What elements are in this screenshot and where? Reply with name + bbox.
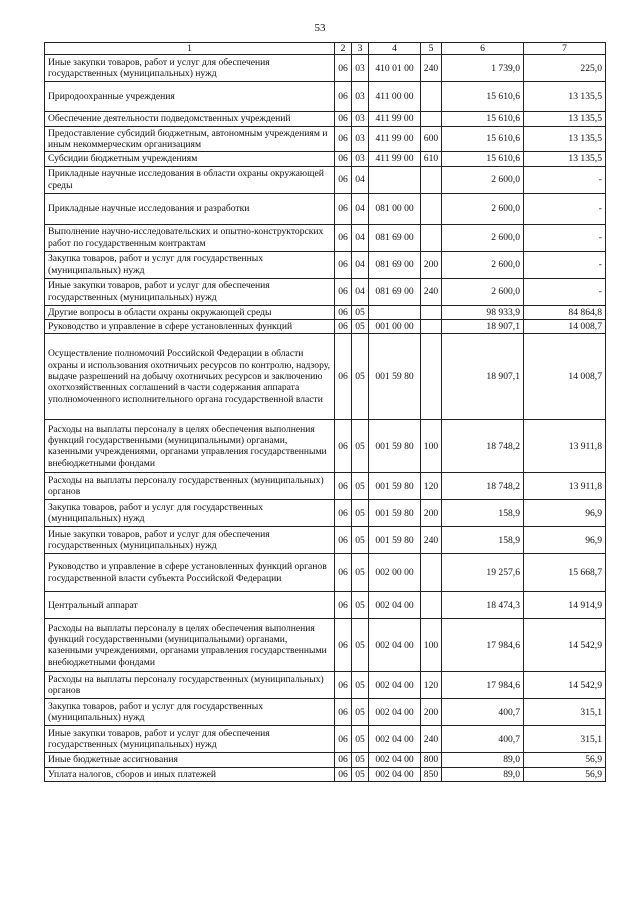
row-amount-1: 158,9 [442,527,524,554]
column-header: 6 [442,43,524,55]
table-row [45,126,606,152]
row-subsection: 05 [352,319,369,333]
row-amount-2: - [524,251,606,278]
row-expense-type [421,319,442,333]
row-expense-type [421,592,442,619]
header-row [45,43,606,55]
row-name: Расходы на выплаты персоналу в целях обеспечения выполнения функций государственными (муниципальными) органами, казенными учреждениями, органами управления государственными внебюджетными фондами [45,420,335,473]
row-target-code: 410 01 00 [369,55,421,82]
row-subsection: 04 [352,166,369,193]
table-row [45,305,606,319]
row-subsection: 05 [352,554,369,592]
table-row [45,473,606,500]
row-name: Выполнение научно-исследовательских и опытно-конструкторских работ по государственным контрактам [45,224,335,251]
row-subsection: 04 [352,251,369,278]
row-name: Центральный аппарат [45,592,335,619]
row-name: Иные закупки товаров, работ и услуг для обеспечения государственных (муниципальных) нужд [45,55,335,82]
row-subsection: 03 [352,126,369,152]
row-amount-1: 2 600,0 [442,193,524,224]
row-expense-type: 200 [421,699,442,726]
table-row [45,592,606,619]
row-expense-type: 240 [421,726,442,753]
row-target-code: 001 59 80 [369,473,421,500]
row-amount-2: - [524,166,606,193]
row-amount-1: 1 739,0 [442,55,524,82]
row-section: 06 [335,527,352,554]
row-amount-2: 14 542,9 [524,672,606,699]
row-subsection: 05 [352,305,369,319]
row-amount-2: 13 911,8 [524,473,606,500]
row-section: 06 [335,55,352,82]
row-section: 06 [335,152,352,166]
row-section: 06 [335,672,352,699]
row-subsection: 05 [352,527,369,554]
row-target-code: 001 59 80 [369,500,421,527]
row-subsection: 04 [352,193,369,224]
table-row [45,251,606,278]
row-section: 06 [335,473,352,500]
row-subsection: 05 [352,753,369,767]
row-section: 06 [335,126,352,152]
row-target-code: 002 04 00 [369,592,421,619]
row-amount-2: 13 135,5 [524,112,606,126]
table-row [45,420,606,473]
row-amount-2: 315,1 [524,699,606,726]
row-amount-2: 96,9 [524,527,606,554]
row-section: 06 [335,82,352,112]
table-row [45,112,606,126]
row-expense-type [421,82,442,112]
row-amount-1: 2 600,0 [442,166,524,193]
row-section: 06 [335,319,352,333]
row-target-code: 002 04 00 [369,672,421,699]
row-name: Прикладные научные исследования в области охраны окружающей среды [45,166,335,193]
row-section: 06 [335,166,352,193]
row-amount-1: 19 257,6 [442,554,524,592]
row-name: Другие вопросы в области охраны окружающей среды [45,305,335,319]
row-name: Иные бюджетные ассигнования [45,753,335,767]
row-amount-2: 13 135,5 [524,82,606,112]
row-name: Расходы на выплаты персоналу государственных (муниципальных) органов [45,473,335,500]
table-row [45,672,606,699]
row-subsection: 03 [352,112,369,126]
row-target-code: 411 00 00 [369,82,421,112]
row-name: Уплата налогов, сборов и иных платежей [45,767,335,781]
row-amount-1: 89,0 [442,753,524,767]
row-amount-1: 18 748,2 [442,420,524,473]
row-expense-type: 800 [421,753,442,767]
row-expense-type: 120 [421,672,442,699]
row-name: Руководство и управление в сфере установленных функций органов государственной власти субъекта Российской Федерации [45,554,335,592]
row-target-code: 081 69 00 [369,224,421,251]
budget-table [44,42,606,782]
row-subsection: 05 [352,672,369,699]
row-expense-type [421,334,442,420]
row-amount-2: 13 911,8 [524,420,606,473]
row-amount-1: 18 907,1 [442,319,524,333]
row-amount-1: 98 933,9 [442,305,524,319]
table-row [45,554,606,592]
row-expense-type [421,224,442,251]
row-target-code: 002 04 00 [369,767,421,781]
row-name: Предоставление субсидий бюджетным, автономным учреждениям и иным некоммерческим организациям [45,126,335,152]
row-amount-2: 14 008,7 [524,334,606,420]
table-row [45,224,606,251]
column-header: 3 [352,43,369,55]
row-amount-2: - [524,278,606,305]
row-target-code: 001 00 00 [369,319,421,333]
row-name: Иные закупки товаров, работ и услуг для обеспечения государственных (муниципальных) нужд [45,726,335,753]
row-section: 06 [335,334,352,420]
row-subsection: 04 [352,278,369,305]
row-name: Природоохранные учреждения [45,82,335,112]
row-expense-type: 600 [421,126,442,152]
row-section: 06 [335,305,352,319]
row-amount-1: 18 907,1 [442,334,524,420]
row-amount-2: - [524,193,606,224]
row-amount-1: 15 610,6 [442,112,524,126]
row-amount-2: 56,9 [524,753,606,767]
row-target-code: 002 04 00 [369,699,421,726]
row-subsection: 03 [352,152,369,166]
row-target-code: 002 04 00 [369,619,421,672]
page-number: 53 [314,22,326,34]
row-amount-1: 18 474,3 [442,592,524,619]
row-name: Осуществление полномочий Российской Федерации в области охраны и использования охотничьих ресурсов по контролю, надзору, выдаче разрешений на добычу охотничьих ресурсов и заключению охотхозяйственных соглашений в части содержания аппарата уполномоченного исполнительного органа государственной власти [45,334,335,420]
column-header: 2 [335,43,352,55]
row-section: 06 [335,726,352,753]
row-amount-2: 14 542,9 [524,619,606,672]
row-subsection: 03 [352,82,369,112]
row-target-code: 001 59 80 [369,334,421,420]
row-target-code [369,305,421,319]
table-row [45,753,606,767]
row-amount-2: - [524,224,606,251]
row-name: Закупка товаров, работ и услуг для государственных (муниципальных) нужд [45,699,335,726]
row-target-code: 002 04 00 [369,753,421,767]
row-subsection: 03 [352,55,369,82]
row-target-code: 081 00 00 [369,193,421,224]
table-row [45,55,606,82]
row-target-code: 081 69 00 [369,278,421,305]
row-subsection: 05 [352,699,369,726]
table-row [45,152,606,166]
row-amount-2: 225,0 [524,55,606,82]
row-expense-type [421,112,442,126]
row-amount-1: 158,9 [442,500,524,527]
row-amount-2: 15 668,7 [524,554,606,592]
table-row [45,166,606,193]
table-row [45,334,606,420]
row-section: 06 [335,112,352,126]
row-section: 06 [335,619,352,672]
row-subsection: 05 [352,592,369,619]
table-row [45,619,606,672]
row-subsection: 04 [352,224,369,251]
row-amount-1: 17 984,6 [442,672,524,699]
row-name: Закупка товаров, работ и услуг для государственных (муниципальных) нужд [45,251,335,278]
row-amount-2: 84 864,8 [524,305,606,319]
row-amount-1: 2 600,0 [442,278,524,305]
row-amount-2: 56,9 [524,767,606,781]
row-name: Расходы на выплаты персоналу государственных (муниципальных) органов [45,672,335,699]
row-name: Закупка товаров, работ и услуг для государственных (муниципальных) нужд [45,500,335,527]
row-section: 06 [335,767,352,781]
row-expense-type: 610 [421,152,442,166]
row-expense-type: 240 [421,278,442,305]
row-target-code: 411 99 00 [369,152,421,166]
row-expense-type: 240 [421,527,442,554]
row-expense-type [421,305,442,319]
table-row [45,527,606,554]
row-section: 06 [335,753,352,767]
table-row [45,726,606,753]
row-section: 06 [335,224,352,251]
row-section: 06 [335,251,352,278]
table-row [45,767,606,781]
row-subsection: 05 [352,767,369,781]
row-amount-1: 18 748,2 [442,473,524,500]
row-expense-type: 120 [421,473,442,500]
row-amount-1: 17 984,6 [442,619,524,672]
row-target-code: 002 00 00 [369,554,421,592]
row-expense-type: 240 [421,55,442,82]
row-expense-type [421,166,442,193]
row-subsection: 05 [352,726,369,753]
row-subsection: 05 [352,500,369,527]
table-row [45,500,606,527]
table-row [45,699,606,726]
row-subsection: 05 [352,420,369,473]
table-row [45,278,606,305]
row-section: 06 [335,193,352,224]
row-amount-2: 13 135,5 [524,152,606,166]
row-amount-2: 96,9 [524,500,606,527]
row-amount-1: 15 610,6 [442,82,524,112]
row-amount-1: 89,0 [442,767,524,781]
row-section: 06 [335,278,352,305]
row-section: 06 [335,500,352,527]
row-amount-1: 2 600,0 [442,224,524,251]
row-amount-1: 400,7 [442,699,524,726]
row-name: Субсидии бюджетным учреждениям [45,152,335,166]
row-amount-1: 400,7 [442,726,524,753]
table-row [45,193,606,224]
row-amount-1: 15 610,6 [442,126,524,152]
row-expense-type [421,554,442,592]
row-target-code: 411 99 00 [369,112,421,126]
column-header: 5 [421,43,442,55]
row-name: Руководство и управление в сфере установленных функций [45,319,335,333]
row-subsection: 05 [352,473,369,500]
row-section: 06 [335,592,352,619]
row-amount-1: 2 600,0 [442,251,524,278]
row-target-code: 081 69 00 [369,251,421,278]
column-header: 1 [45,43,335,55]
row-target-code: 411 99 00 [369,126,421,152]
row-expense-type: 100 [421,420,442,473]
row-name: Обеспечение деятельности подведомственных учреждений [45,112,335,126]
row-subsection: 05 [352,334,369,420]
row-name: Прикладные научные исследования и разработки [45,193,335,224]
row-section: 06 [335,420,352,473]
column-header: 4 [369,43,421,55]
row-name: Расходы на выплаты персоналу в целях обеспечения выполнения функций государственными (муниципальными) органами, казенными учреждениями, органами управления государственными внебюджетными фондами [45,619,335,672]
row-expense-type: 100 [421,619,442,672]
row-expense-type: 200 [421,251,442,278]
row-expense-type [421,193,442,224]
row-amount-1: 15 610,6 [442,152,524,166]
row-amount-2: 13 135,5 [524,126,606,152]
row-expense-type: 850 [421,767,442,781]
row-section: 06 [335,554,352,592]
row-amount-2: 14 008,7 [524,319,606,333]
row-amount-2: 14 914,9 [524,592,606,619]
table-row [45,319,606,333]
row-target-code: 002 04 00 [369,726,421,753]
row-amount-2: 315,1 [524,726,606,753]
row-target-code [369,166,421,193]
row-expense-type: 200 [421,500,442,527]
row-target-code: 001 59 80 [369,527,421,554]
row-target-code: 001 59 80 [369,420,421,473]
row-name: Иные закупки товаров, работ и услуг для обеспечения государственных (муниципальных) нужд [45,278,335,305]
row-section: 06 [335,699,352,726]
column-header: 7 [524,43,606,55]
row-subsection: 05 [352,619,369,672]
table-row [45,82,606,112]
row-name: Иные закупки товаров, работ и услуг для обеспечения государственных (муниципальных) нужд [45,527,335,554]
